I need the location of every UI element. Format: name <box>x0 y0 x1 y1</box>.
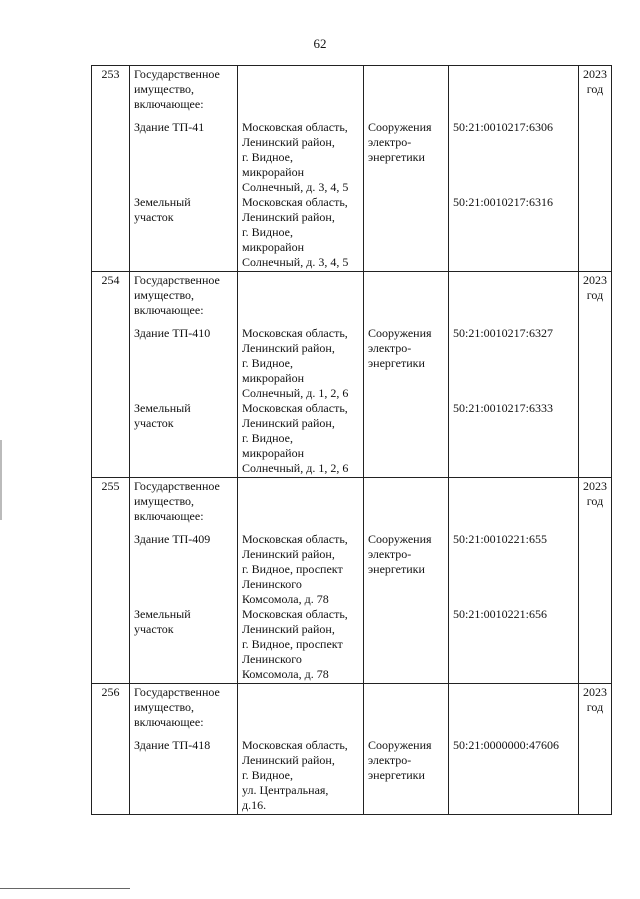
item-type <box>368 195 444 270</box>
cadastral-number-cell <box>449 272 579 478</box>
group-header-spacer <box>453 479 574 524</box>
item-address: Московская область, Ленинский район, г. Видное, микрорайон Солнечный, д. 1, 2, 6 <box>242 401 349 475</box>
item-type: Сооружения электро- энергетики <box>368 326 432 370</box>
year-label: 2023 год <box>583 479 607 508</box>
item-cadastral-number: 50:21:0010217:6333 <box>453 401 554 415</box>
year-cell <box>579 66 612 272</box>
cadastral-number-cell <box>449 66 579 272</box>
cadastral-number-cell <box>449 684 579 815</box>
item-cadastral-number: 50:21:0010221:655 <box>453 532 548 546</box>
item-cadastral-number: 50:21:0010217:6327 <box>453 326 554 340</box>
item-address: Московская область, Ленинский район, г. Видное, проспект Ленинского Комсомола, д. 78 <box>242 532 348 606</box>
item-address: Московская область, Ленинский район, г. Видное, проспект Ленинского Комсомола, д. 78 <box>242 607 348 681</box>
page-number: 62 <box>313 36 327 51</box>
item-cadastral-number: 50:21:0010217:6316 <box>453 195 554 209</box>
object-type-cell <box>364 66 449 272</box>
item-name: Здание ТП-41 <box>134 120 205 134</box>
group-header-spacer <box>453 273 574 318</box>
group-header-spacer <box>368 67 444 112</box>
address-cell <box>238 684 364 815</box>
item-name: Земельный участок <box>134 607 191 636</box>
table-row <box>92 272 612 478</box>
item-type: Сооружения электро- энергетики <box>368 532 432 576</box>
address-cell <box>238 478 364 684</box>
item-type: Сооружения электро- энергетики <box>368 738 432 782</box>
object-name-cell <box>130 272 238 478</box>
row-number: 253 <box>92 66 130 272</box>
item-name: Здание ТП-410 <box>134 326 211 340</box>
item-cadastral-number: 50:21:0000000:47606 <box>453 738 560 752</box>
address-cell <box>238 272 364 478</box>
object-name-cell <box>130 684 238 815</box>
group-header-spacer <box>453 685 574 730</box>
year-label: 2023 год <box>583 67 607 96</box>
item-name: Земельный участок <box>134 195 191 224</box>
row-number: 255 <box>92 478 130 684</box>
year-cell <box>579 684 612 815</box>
year-cell <box>579 272 612 478</box>
year-label: 2023 год <box>583 273 607 302</box>
item-name: Здание ТП-409 <box>134 532 211 546</box>
object-type-cell <box>364 478 449 684</box>
address-cell <box>238 66 364 272</box>
item-name: Здание ТП-418 <box>134 738 211 752</box>
group-header-spacer <box>242 685 359 730</box>
property-register-table <box>91 65 612 815</box>
item-address: Московская область, Ленинский район, г. Видное, ул. Центральная, д.16. <box>242 738 348 812</box>
item-address: Московская область, Ленинский район, г. Видное, микрорайон Солнечный, д. 3, 4, 5 <box>242 195 349 269</box>
table-row <box>92 684 612 815</box>
group-title: Государственное имущество, включающее: <box>134 479 220 523</box>
object-name-cell <box>130 66 238 272</box>
group-header-spacer <box>453 67 574 112</box>
group-header-spacer <box>242 273 359 318</box>
year-label: 2023 год <box>583 685 607 714</box>
object-type-cell <box>364 272 449 478</box>
item-cadastral-number: 50:21:0010221:656 <box>453 607 548 621</box>
group-title: Государственное имущество, включающее: <box>134 67 220 111</box>
group-header-spacer <box>242 67 359 112</box>
table-row <box>92 478 612 684</box>
group-header-spacer <box>368 685 444 730</box>
object-name-cell <box>130 478 238 684</box>
group-header-spacer <box>368 273 444 318</box>
item-cadastral-number: 50:21:0010217:6306 <box>453 120 554 134</box>
group-header-spacer <box>368 479 444 524</box>
item-address: Московская область, Ленинский район, г. Видное, микрорайон Солнечный, д. 1, 2, 6 <box>242 326 349 400</box>
group-header-spacer <box>242 479 359 524</box>
item-type: Сооружения электро- энергетики <box>368 120 432 164</box>
object-type-cell <box>364 684 449 815</box>
year-cell <box>579 478 612 684</box>
footer-rule <box>0 888 130 889</box>
cadastral-number-cell <box>449 478 579 684</box>
table-row <box>92 66 612 272</box>
item-address: Московская область, Ленинский район, г. Видное, микрорайон Солнечный, д. 3, 4, 5 <box>242 120 349 194</box>
item-type <box>368 401 444 476</box>
group-title: Государственное имущество, включающее: <box>134 685 220 729</box>
group-title: Государственное имущество, включающее: <box>134 273 220 317</box>
row-number: 254 <box>92 272 130 478</box>
row-number: 256 <box>92 684 130 815</box>
item-type <box>368 607 444 682</box>
scan-edge-mark <box>0 440 2 520</box>
item-name: Земельный участок <box>134 401 191 430</box>
